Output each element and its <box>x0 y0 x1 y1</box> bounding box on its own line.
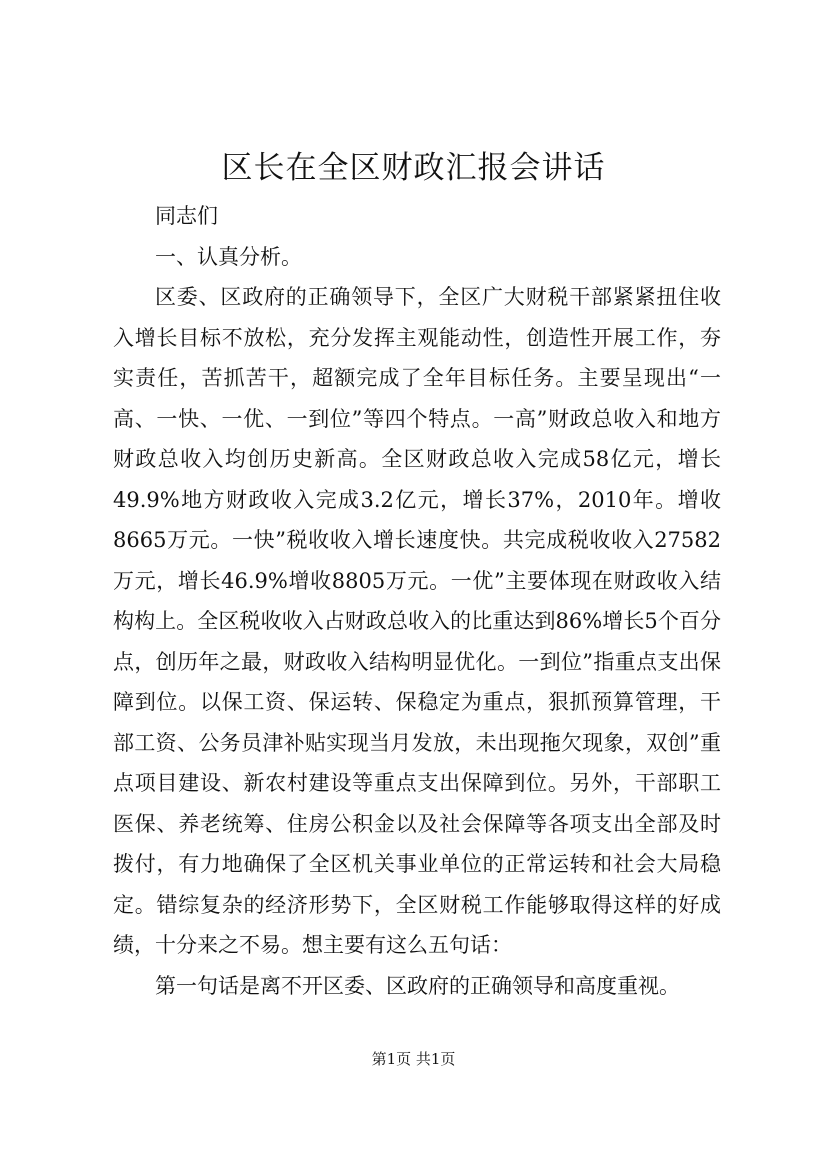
page-footer <box>0 1049 827 1069</box>
salutation-paragraph: 同志们 <box>155 204 218 228</box>
document-body <box>113 196 721 1006</box>
section-heading-paragraph: 一、认真分析。 <box>155 244 302 269</box>
body-paragraph: 第一句话是离不开区委、区政府的正确领导和高度重视。 <box>155 973 680 998</box>
document-title: 区长在全区财政汇报会讲话 <box>221 150 606 186</box>
page-number-label: 第1页 共1页 <box>371 1050 456 1068</box>
body-paragraph: 区委、区政府的正确领导下，全区广大财税干部紧紧扭住收入增长目标不放松，充分发挥主观能动性，创造性开展工作，夯实责任，苦抓苦干，超额完成了全年目标任务。主要呈现出“一高、一快、一优、一到位”等四个特点。一高”财政总收入和地方财政总收入均创历史新高。全区财政总收入完成58亿元，增长49.9%地方财政收入完成3.2亿元，增长37%，2010年。增收8665万元。一快”税收收入增长速度快。共完成税收收入27582万元，增长46.9%增收8805万元。一优”主要体现在财政收入结构构上。全区税收收入占财政总收入的比重达到86%增长5个百分点，创历年之最，财政收入结构明显优化。一到位”指重点支出保障到位。以保工资、保运转、保稳定为重点，狠抓预算管理，干部工资、公务员津补贴实现当月发放，未出现拖欠现象，双创”重点项目建设、新农村建设等重点支出保障到位。另外，干部职工医保、养老统筹、住房公积金以及社会保障等各项支出全部及时拨付，有力地确保了全区机关事业单位的正常运转和社会大局稳定。错综复杂的经济形势下，全区财税工作能够取得这样的好成绩，十分来之不易。想主要有这么五句话： <box>113 285 721 957</box>
